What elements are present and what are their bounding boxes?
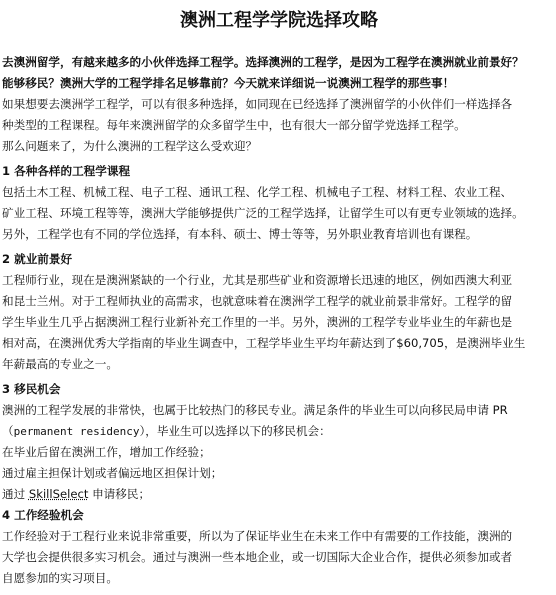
skillselect-link[interactable]: SkillSelect: [28, 487, 89, 501]
intro-bold-line: 去澳洲留学，有越来越多的小伙伴选择工程学。选择澳洲的工程学，是因为工程学在澳洲就业前景好？: [2, 55, 524, 69]
section-text-line: 和昆士兰州。对于工程师执业的高需求，也就意味着在澳洲学工程学的就业前景非常好。工程学的留: [2, 294, 513, 308]
section-text-line: 大学也会提供很多实习机会。通过与澳洲一些本地企业，或一切国际大企业合作，提供必须参加或者: [2, 550, 513, 564]
section-heading-courses: 1 各种各样的工程学课程: [2, 164, 131, 178]
section-text-line: 澳洲的工程学发展的非常快，也属于比较热门的移民专业。满足条件的毕业生可以向移民局申请 PR: [2, 403, 508, 417]
section-text-line: [2, 421, 556, 442]
section-heading-immigration: 3 移民机会: [2, 382, 61, 396]
section-text-line: 工程师行业，现在是澳洲紧缺的一个行业，尤其是那些矿业和资源增长迅速的地区，例如西澳大利亚: [2, 273, 513, 287]
section-text-line: 通过雇主担保计划或者偏远地区担保计划；: [2, 466, 223, 480]
section-text-line: 工作经验对于工程行业来说非常重要，所以为了保证毕业生在未来工作中有需要的工作技能，澳洲的: [2, 529, 513, 543]
section-text-line: 包括土木工程、机械工程、电子工程、通讯工程、化学工程、机械电子工程、材料工程、农业工程、: [2, 185, 513, 199]
section-text-line: 另外，工程学也有不同的学位选择，有本科、硕士、博士等等，另外职业教育培训也有课程。: [2, 227, 478, 241]
pr-term: permanent residency: [13, 425, 140, 438]
section-text-fragment: 申请移民；: [88, 487, 151, 501]
intro-bold-line: 能够移民？澳洲大学的工程学排名足够靠前？今天就来详细说一说澳洲工程学的那些事！: [2, 76, 455, 90]
section-heading-employment: 2 就业前景好: [2, 252, 73, 266]
section-text-fragment: 通过: [2, 487, 29, 501]
section-heading-work-experience: 4 工作经验机会: [2, 508, 84, 522]
section-text-line: 学生毕业生几乎占据澳洲工程行业新补充工作里的一半。另外，澳洲的工程学专业毕业生的年薪也是: [2, 315, 513, 329]
section-text-fragment: ），毕业生可以选择以下的移民机会：: [139, 424, 331, 438]
intro-text-line: 如果想要去澳洲学工程学，可以有很多种选择，如同现在已经选择了澳洲留学的小伙伴们一样选择各: [2, 97, 513, 111]
section-text-line: [2, 484, 556, 505]
intro-text-line: 那么问题来了，为什么澳洲的工程学这么受欢迎？: [2, 139, 258, 153]
page-title: 澳洲工程学学院选择攻略: [180, 10, 378, 31]
section-text-line: 自愿参加的实习项目。: [2, 571, 118, 585]
paren-open: （: [2, 424, 14, 438]
section-text-line: 矿业工程、环境工程等等，澳洲大学能够提供广泛的工程学选择，让留学生可以有更专业领域的选择。: [2, 206, 524, 220]
section-text-line: 在毕业后留在澳洲工作，增加工作经验；: [2, 445, 211, 459]
section-text-line: 年薪最高的专业之一。: [2, 357, 118, 371]
intro-text-line: 种类型的工程课程。每年来澳洲留学的众多留学生中，也有很大一部分留学党选择工程学。: [2, 118, 466, 132]
section-text-line: 相对高，在澳洲优秀大学指南的毕业生调查中，工程学毕业生平均年薪达到了$60,705，是澳洲毕业生: [2, 336, 526, 350]
